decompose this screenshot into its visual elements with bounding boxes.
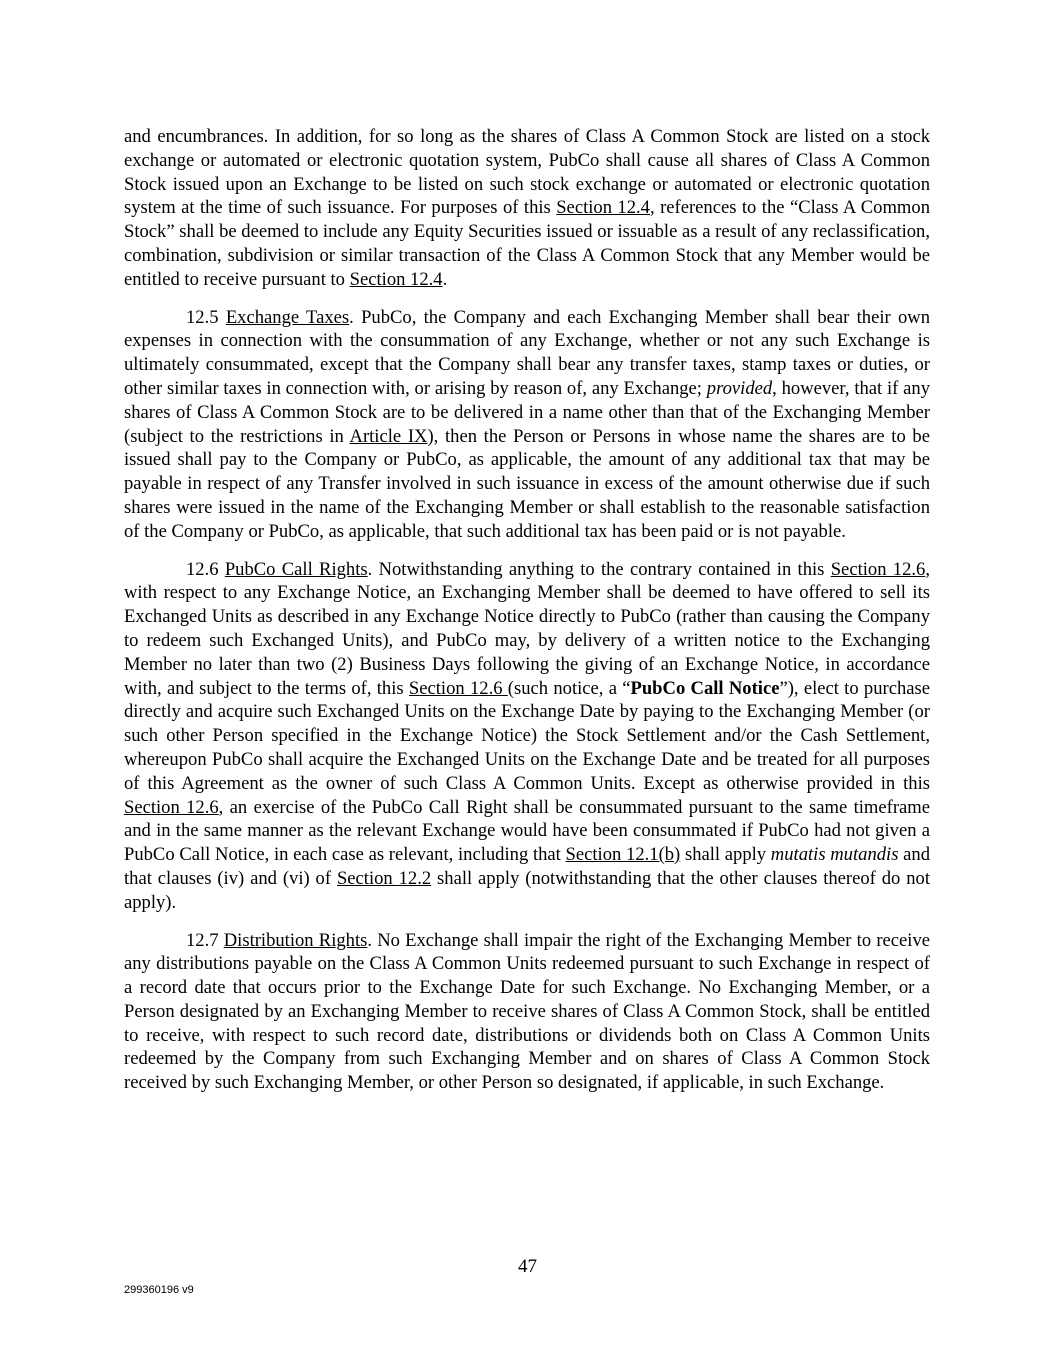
text-run: shall apply (680, 844, 771, 866)
cross-reference: Section 12.6 (124, 796, 219, 818)
paragraph-section-12-6 (124, 558, 930, 915)
paragraph-continuation (124, 125, 930, 292)
italic-term: mutatis mutandis (770, 844, 899, 866)
text-run: , an exercise of the PubCo Call Right shall be consummated pursuant to the same timeframe and in the same manner as the relevant Exchange would have been consummated if PubCo had not given a PubCo Call Notice, in each case as relevant, including that (124, 796, 930, 866)
text-run: and encumbrances. In addition, for so long as the shares of Class A Common Stock are listed on a stock exchange or automated or electronic quotation system, PubCo shall cause all shares of Class A Common Stock issued upon an Exchange to be listed on such stock exchange or automated or electronic quotation system at the time of such issuance. For purposes of this (124, 126, 930, 219)
cross-reference: Section 12.6 (830, 558, 926, 580)
paragraph-section-12-7 (124, 929, 930, 1096)
cross-reference: Section 12.6 (408, 677, 508, 699)
text-run: 12.5 (186, 306, 226, 328)
text-run: , references to the “Class A Common Stock” shall be deemed to include any Equity Securities issued or issuable as a result of any reclassification, combination, subdivision or similar transaction of the Class A Common Stock that any Member would be entitled to receive pursuant to (124, 197, 930, 290)
document-id: 299360196 v9 (124, 1284, 194, 1296)
text-run: (such notice, a “ (507, 677, 631, 699)
text-run: . No Exchange shall impair the right of the Exchanging Member to receive any distributions payable on the Class A Common Units redeemed pursuant to such Exchange in respect of a record date that occurs prior to the Exchange Date for such Exchange. No Exchanging Member, or a Person designated by an Exchanging Member to receive shares of Class A Common Stock, shall be entitled to receive, with respect to such record date, distributions or dividends both on Class A Common Units redeemed by the Company from such Exchanging Member and on shares of Class A Common Stock received by such Exchanging Member, or other Person so designated, if applicable, in such Exchange. (124, 929, 930, 1094)
cross-reference: Article IX (349, 425, 428, 447)
cross-reference: Exchange Taxes (225, 306, 350, 328)
cross-reference: PubCo Call Rights (224, 558, 368, 580)
text-run: . (442, 268, 448, 290)
document-body (124, 125, 930, 1109)
text-run: shall apply (notwithstanding that the other clauses thereof do not apply). (124, 867, 930, 913)
text-run: , however, that if any shares of Class A Common Stock are to be delivered in a name other than that of the Exchanging Member (subject to the restrictions in (124, 377, 930, 447)
text-run: 12.7 (186, 929, 224, 951)
cross-reference: Section 12.4 (556, 197, 650, 219)
cross-reference: Distribution Rights (223, 929, 368, 951)
text-run: ”), elect to purchase directly and acquire such Exchanged Units on the Exchange Date by paying to the Exchanging Member (or such other Person specified in the Exchange Notice) the Stock Settlement and/or the Cash Settlement, whereupon PubCo shall acquire the Exchanged Units on the Exchange Date and be treated for all purposes of this Agreement as the owner of such Class A Common Units. Except as otherwise provided in this (124, 677, 931, 794)
cross-reference: Section 12.4 (349, 268, 443, 290)
page-number: 47 (518, 1256, 537, 1277)
text-run: 12.6 (186, 558, 225, 580)
defined-term: PubCo Call Notice (630, 677, 780, 699)
paragraph-section-12-5 (124, 306, 930, 544)
cross-reference: Section 12.1(b) (565, 844, 681, 866)
text-run: . PubCo, the Company and each Exchanging Member shall bear their own expenses in connection with the consummation of any Exchange, whether or not any such Exchange is ultimately consummated, except that the Company shall bear any transfer taxes, stamp taxes or duties, or other similar taxes in connection with, or arising by reason of, any Exchange; (124, 306, 930, 399)
cross-reference: Section 12.2 (336, 867, 432, 889)
text-run: , with respect to any Exchange Notice, an Exchanging Member shall be deemed to have offered to sell its Exchanged Units as described in any Exchange Notice directly to PubCo (rather than causing the Company to redeem such Exchanged Units), and PubCo may, by delivery of a written notice to the Exchanging Member no later than two (2) Business Days following the giving of an Exchange Notice, in accordance with, and subject to the terms of, this (124, 558, 930, 699)
text-run: . Notwithstanding anything to the contrary contained in this (367, 558, 831, 580)
italic-term: provided (706, 377, 773, 399)
text-run: and that clauses (iv) and (vi) of (124, 844, 931, 889)
text-run: ), then the Person or Persons in whose name the shares are to be issued shall pay to the Company or PubCo, as applicable, the amount of any additional tax that may be payable in respect of any Transfer involved in such issuance in excess of the amount otherwise due if such shares were issued in the name of the Exchanging Member or shall establish to the reasonable satisfaction of the Company or PubCo, as applicable, that such additional tax has been paid or is not payable. (124, 425, 930, 542)
